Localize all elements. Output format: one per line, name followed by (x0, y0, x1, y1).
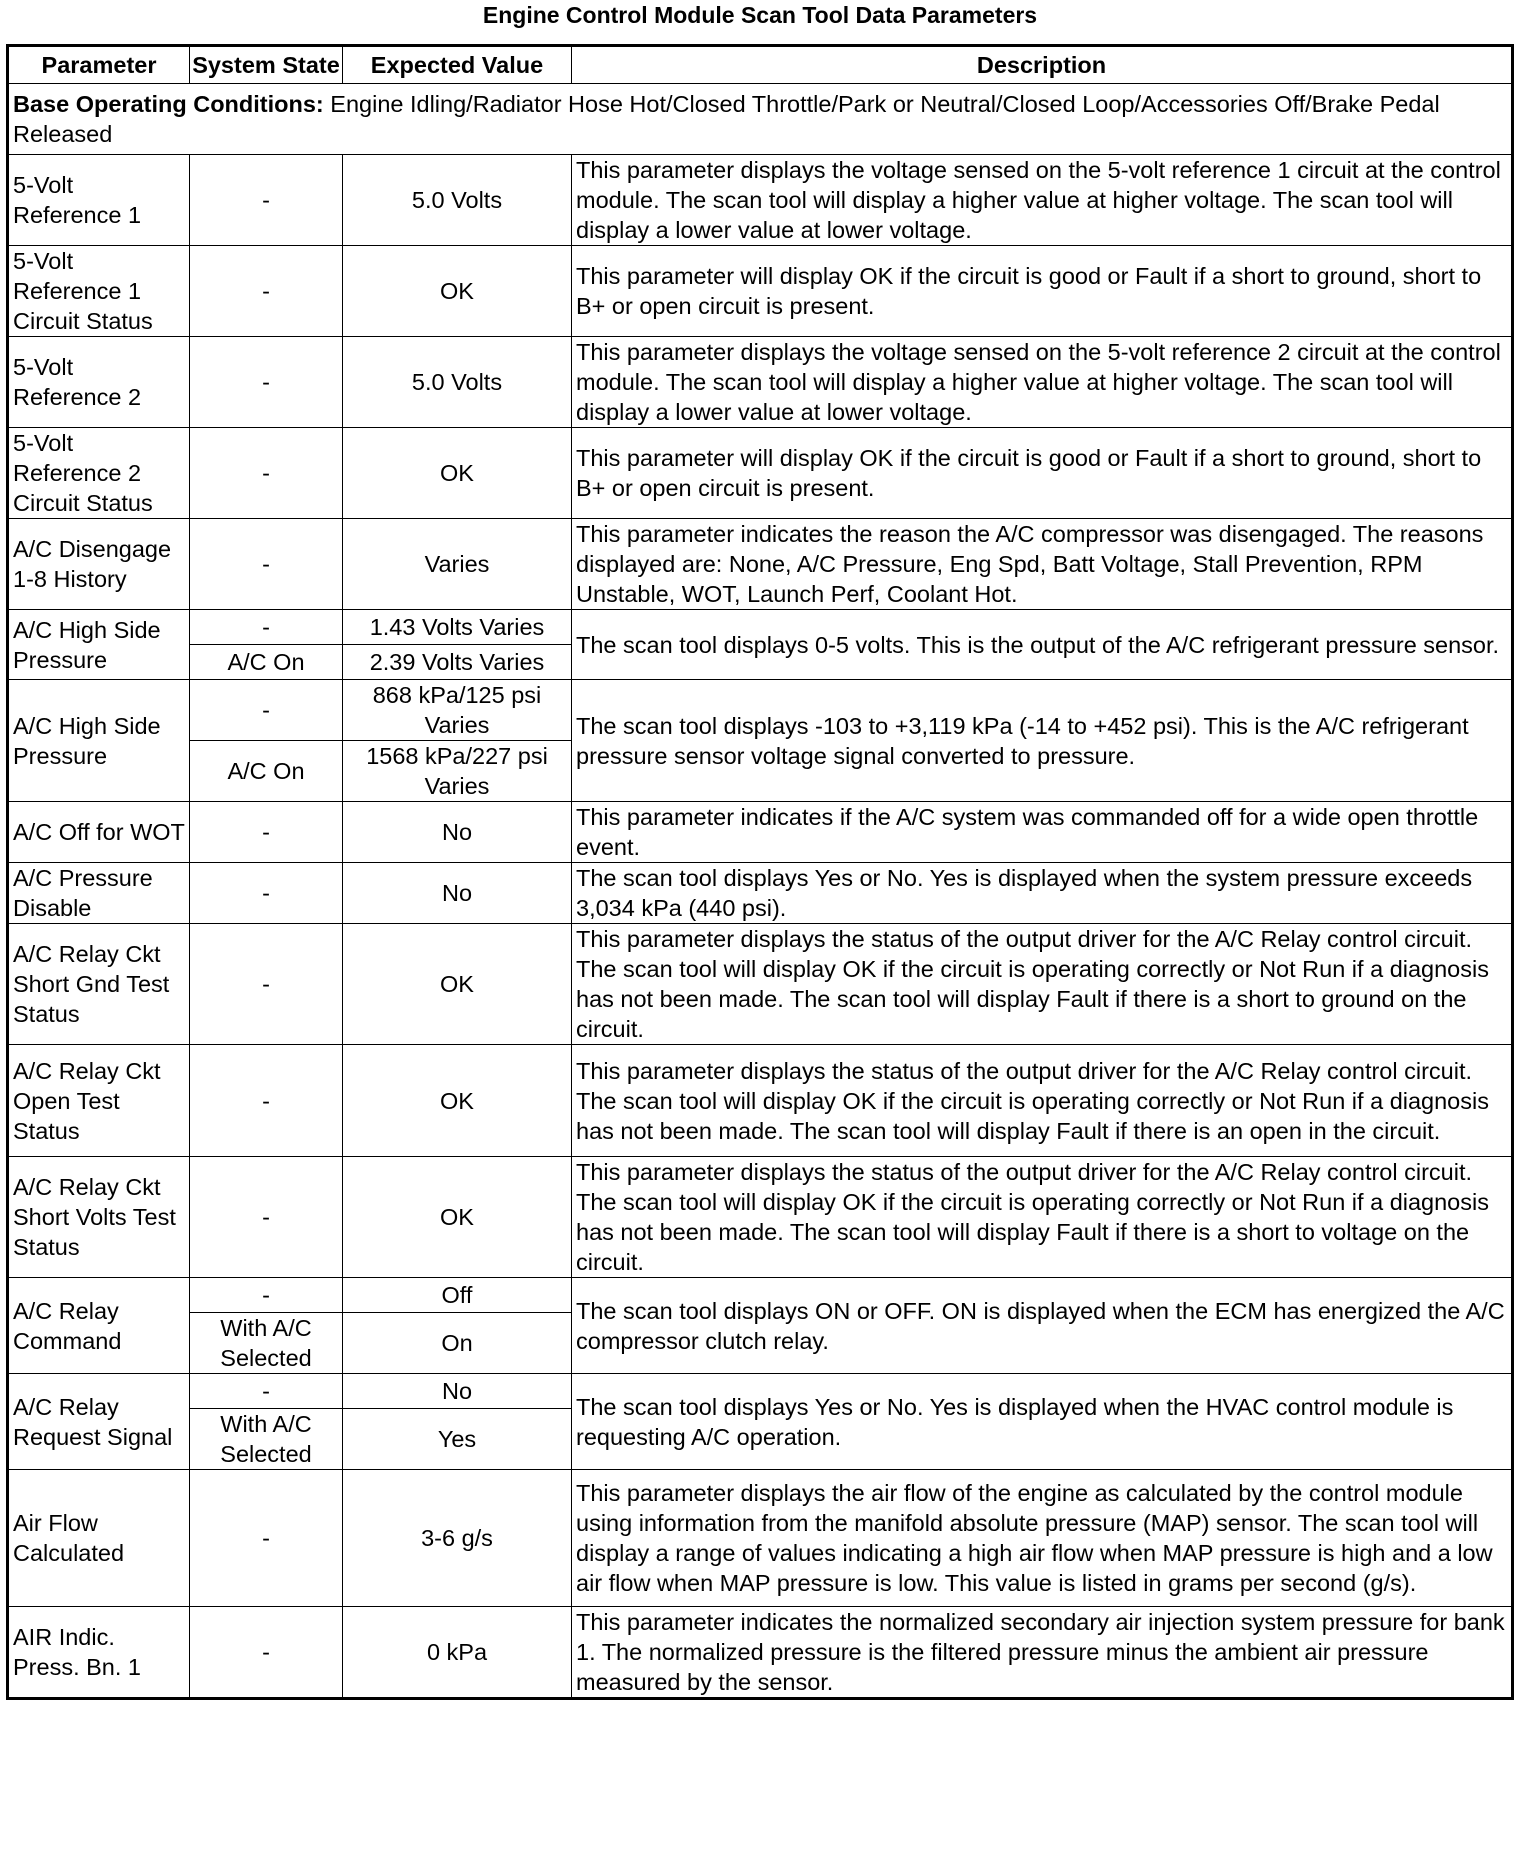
description-cell: This parameter displays the status of the output driver for the A/C Relay control circuit. The scan tool will display OK if the circuit is operating correctly or Not Run if a diagnosis has not been made. The scan tool will display Fault if there is an open in the circuit. (572, 1045, 1513, 1157)
state-cell: - (190, 802, 343, 863)
table-row (8, 428, 1513, 519)
parameter-cell: 5-Volt Reference 2 Circuit Status (8, 428, 190, 519)
table-row (8, 802, 1513, 863)
state-cell: - (190, 1278, 343, 1313)
header-description: Description (572, 46, 1513, 84)
parameter-cell: 5-Volt Reference 1 (8, 155, 190, 246)
base-conditions-label: Base Operating Conditions: (13, 91, 324, 117)
base-conditions (8, 84, 1513, 155)
header-system-state: System State (190, 46, 343, 84)
value-cell: No (343, 863, 572, 924)
parameter-cell: A/C High Side Pressure (8, 610, 190, 680)
description-cell: The scan tool displays Yes or No. Yes is displayed when the HVAC control module is requesting A/C operation. (572, 1374, 1513, 1470)
parameter-cell: A/C Relay Ckt Short Volts Test Status (8, 1157, 190, 1278)
state-cell: With A/C Selected (190, 1409, 343, 1470)
header-expected-value: Expected Value (343, 46, 572, 84)
table-row (8, 519, 1513, 610)
state-cell: - (190, 1157, 343, 1278)
state-cell: A/C On (190, 645, 343, 680)
description-cell: This parameter displays the status of the output driver for the A/C Relay control circuit. The scan tool will display OK if the circuit is operating correctly or Not Run if a diagnosis has not been made. The scan tool will display Fault if there is a short to voltage on the circuit. (572, 1157, 1513, 1278)
state-cell: - (190, 337, 343, 428)
state-cell: - (190, 1607, 343, 1699)
parameter-cell: A/C Relay Request Signal (8, 1374, 190, 1470)
table-row (8, 1374, 1513, 1409)
value-cell: 1568 kPa/227 psi Varies (343, 741, 572, 802)
table-row (8, 155, 1513, 246)
description-cell: This parameter indicates the reason the A/C compressor was disengaged. The reasons displayed are: None, A/C Pressure, Eng Spd, Batt Voltage, Stall Prevention, RPM Unstable, WOT, Launch Perf, Coolant Hot. (572, 519, 1513, 610)
description-cell: The scan tool displays ON or OFF. ON is displayed when the ECM has energized the A/C compressor clutch relay. (572, 1278, 1513, 1374)
value-cell: 1.43 Volts Varies (343, 610, 572, 645)
value-cell: Yes (343, 1409, 572, 1470)
parameter-cell: Air Flow Calculated (8, 1470, 190, 1607)
description-cell: This parameter indicates the normalized secondary air injection system pressure for bank 1. The normalized pressure is the filtered pressure minus the ambient air pressure measured by the sensor. (572, 1607, 1513, 1699)
table-row (8, 863, 1513, 924)
state-cell: - (190, 1374, 343, 1409)
table-row (8, 680, 1513, 741)
value-cell: No (343, 1374, 572, 1409)
value-cell: On (343, 1313, 572, 1374)
description-cell: This parameter will display OK if the circuit is good or Fault if a short to ground, short to B+ or open circuit is present. (572, 246, 1513, 337)
value-cell: 2.39 Volts Varies (343, 645, 572, 680)
state-cell: - (190, 519, 343, 610)
state-cell: A/C On (190, 741, 343, 802)
base-conditions-text: Engine Idling/Radiator Hose Hot/Closed Throttle/Park or Neutral/Closed Loop/Accessories Off/Brake Pedal Released (13, 91, 1440, 147)
value-cell: OK (343, 246, 572, 337)
value-cell: Varies (343, 519, 572, 610)
state-cell: - (190, 610, 343, 645)
description-cell: The scan tool displays -103 to +3,119 kPa (-14 to +452 psi). This is the A/C refrigerant pressure sensor voltage signal converted to pressure. (572, 680, 1513, 802)
value-cell: 5.0 Volts (343, 337, 572, 428)
table-row (8, 610, 1513, 645)
table-row (8, 1607, 1513, 1699)
parameter-cell: AIR Indic. Press. Bn. 1 (8, 1607, 190, 1699)
base-conditions-row (8, 84, 1513, 155)
description-cell: The scan tool displays Yes or No. Yes is displayed when the system pressure exceeds 3,034 kPa (440 psi). (572, 863, 1513, 924)
state-cell: - (190, 863, 343, 924)
state-cell: - (190, 1470, 343, 1607)
parameter-cell: 5-Volt Reference 1 Circuit Status (8, 246, 190, 337)
header-row (8, 46, 1513, 84)
state-cell: - (190, 924, 343, 1045)
description-cell: This parameter will display OK if the circuit is good or Fault if a short to ground, short to B+ or open circuit is present. (572, 428, 1513, 519)
description-cell: This parameter displays the voltage sensed on the 5-volt reference 2 circuit at the control module. The scan tool will display a higher value at higher voltage. The scan tool will display a lower value at lower voltage. (572, 337, 1513, 428)
value-cell: OK (343, 1157, 572, 1278)
header-parameter: Parameter (8, 46, 190, 84)
value-cell: OK (343, 428, 572, 519)
scan-tool-data-table (6, 44, 1514, 1700)
table-row (8, 924, 1513, 1045)
parameter-cell: A/C Relay Ckt Open Test Status (8, 1045, 190, 1157)
parameter-cell: 5-Volt Reference 2 (8, 337, 190, 428)
table-row (8, 1045, 1513, 1157)
description-cell: This parameter indicates if the A/C system was commanded off for a wide open throttle event. (572, 802, 1513, 863)
state-cell: - (190, 155, 343, 246)
state-cell: - (190, 680, 343, 741)
state-cell: - (190, 1045, 343, 1157)
table-row (8, 246, 1513, 337)
state-cell: - (190, 428, 343, 519)
table-row (8, 1278, 1513, 1313)
table-row (8, 1157, 1513, 1278)
parameter-cell: A/C Relay Command (8, 1278, 190, 1374)
parameter-cell: A/C Pressure Disable (8, 863, 190, 924)
page-title: Engine Control Module Scan Tool Data Parameters (482, 2, 1038, 28)
parameter-cell: A/C Disengage 1-8 History (8, 519, 190, 610)
description-cell: This parameter displays the status of the output driver for the A/C Relay control circuit. The scan tool will display OK if the circuit is operating correctly or Not Run if a diagnosis has not been made. The scan tool will display Fault if there is a short to ground on the circuit. (572, 924, 1513, 1045)
value-cell: 0 kPa (343, 1607, 572, 1699)
value-cell: Off (343, 1278, 572, 1313)
description-cell: This parameter displays the air flow of the engine as calculated by the control module using information from the manifold absolute pressure (MAP) sensor. The scan tool will display a range of values indicating a high air flow when MAP pressure is high and a low air flow when MAP pressure is low. This value is listed in grams per second (g/s). (572, 1470, 1513, 1607)
table-row (8, 337, 1513, 428)
table-row (8, 1470, 1513, 1607)
parameter-cell: A/C High Side Pressure (8, 680, 190, 802)
value-cell: OK (343, 1045, 572, 1157)
description-cell: This parameter displays the voltage sensed on the 5-volt reference 1 circuit at the control module. The scan tool will display a higher value at higher voltage. The scan tool will display a lower value at lower voltage. (572, 155, 1513, 246)
value-cell: 5.0 Volts (343, 155, 572, 246)
parameter-cell: A/C Relay Ckt Short Gnd Test Status (8, 924, 190, 1045)
value-cell: No (343, 802, 572, 863)
state-cell: With A/C Selected (190, 1313, 343, 1374)
parameter-cell: A/C Off for WOT (8, 802, 190, 863)
value-cell: 868 kPa/125 psi Varies (343, 680, 572, 741)
state-cell: - (190, 246, 343, 337)
value-cell: 3-6 g/s (343, 1470, 572, 1607)
value-cell: OK (343, 924, 572, 1045)
description-cell: The scan tool displays 0-5 volts. This is the output of the A/C refrigerant pressure sensor. (572, 610, 1513, 680)
